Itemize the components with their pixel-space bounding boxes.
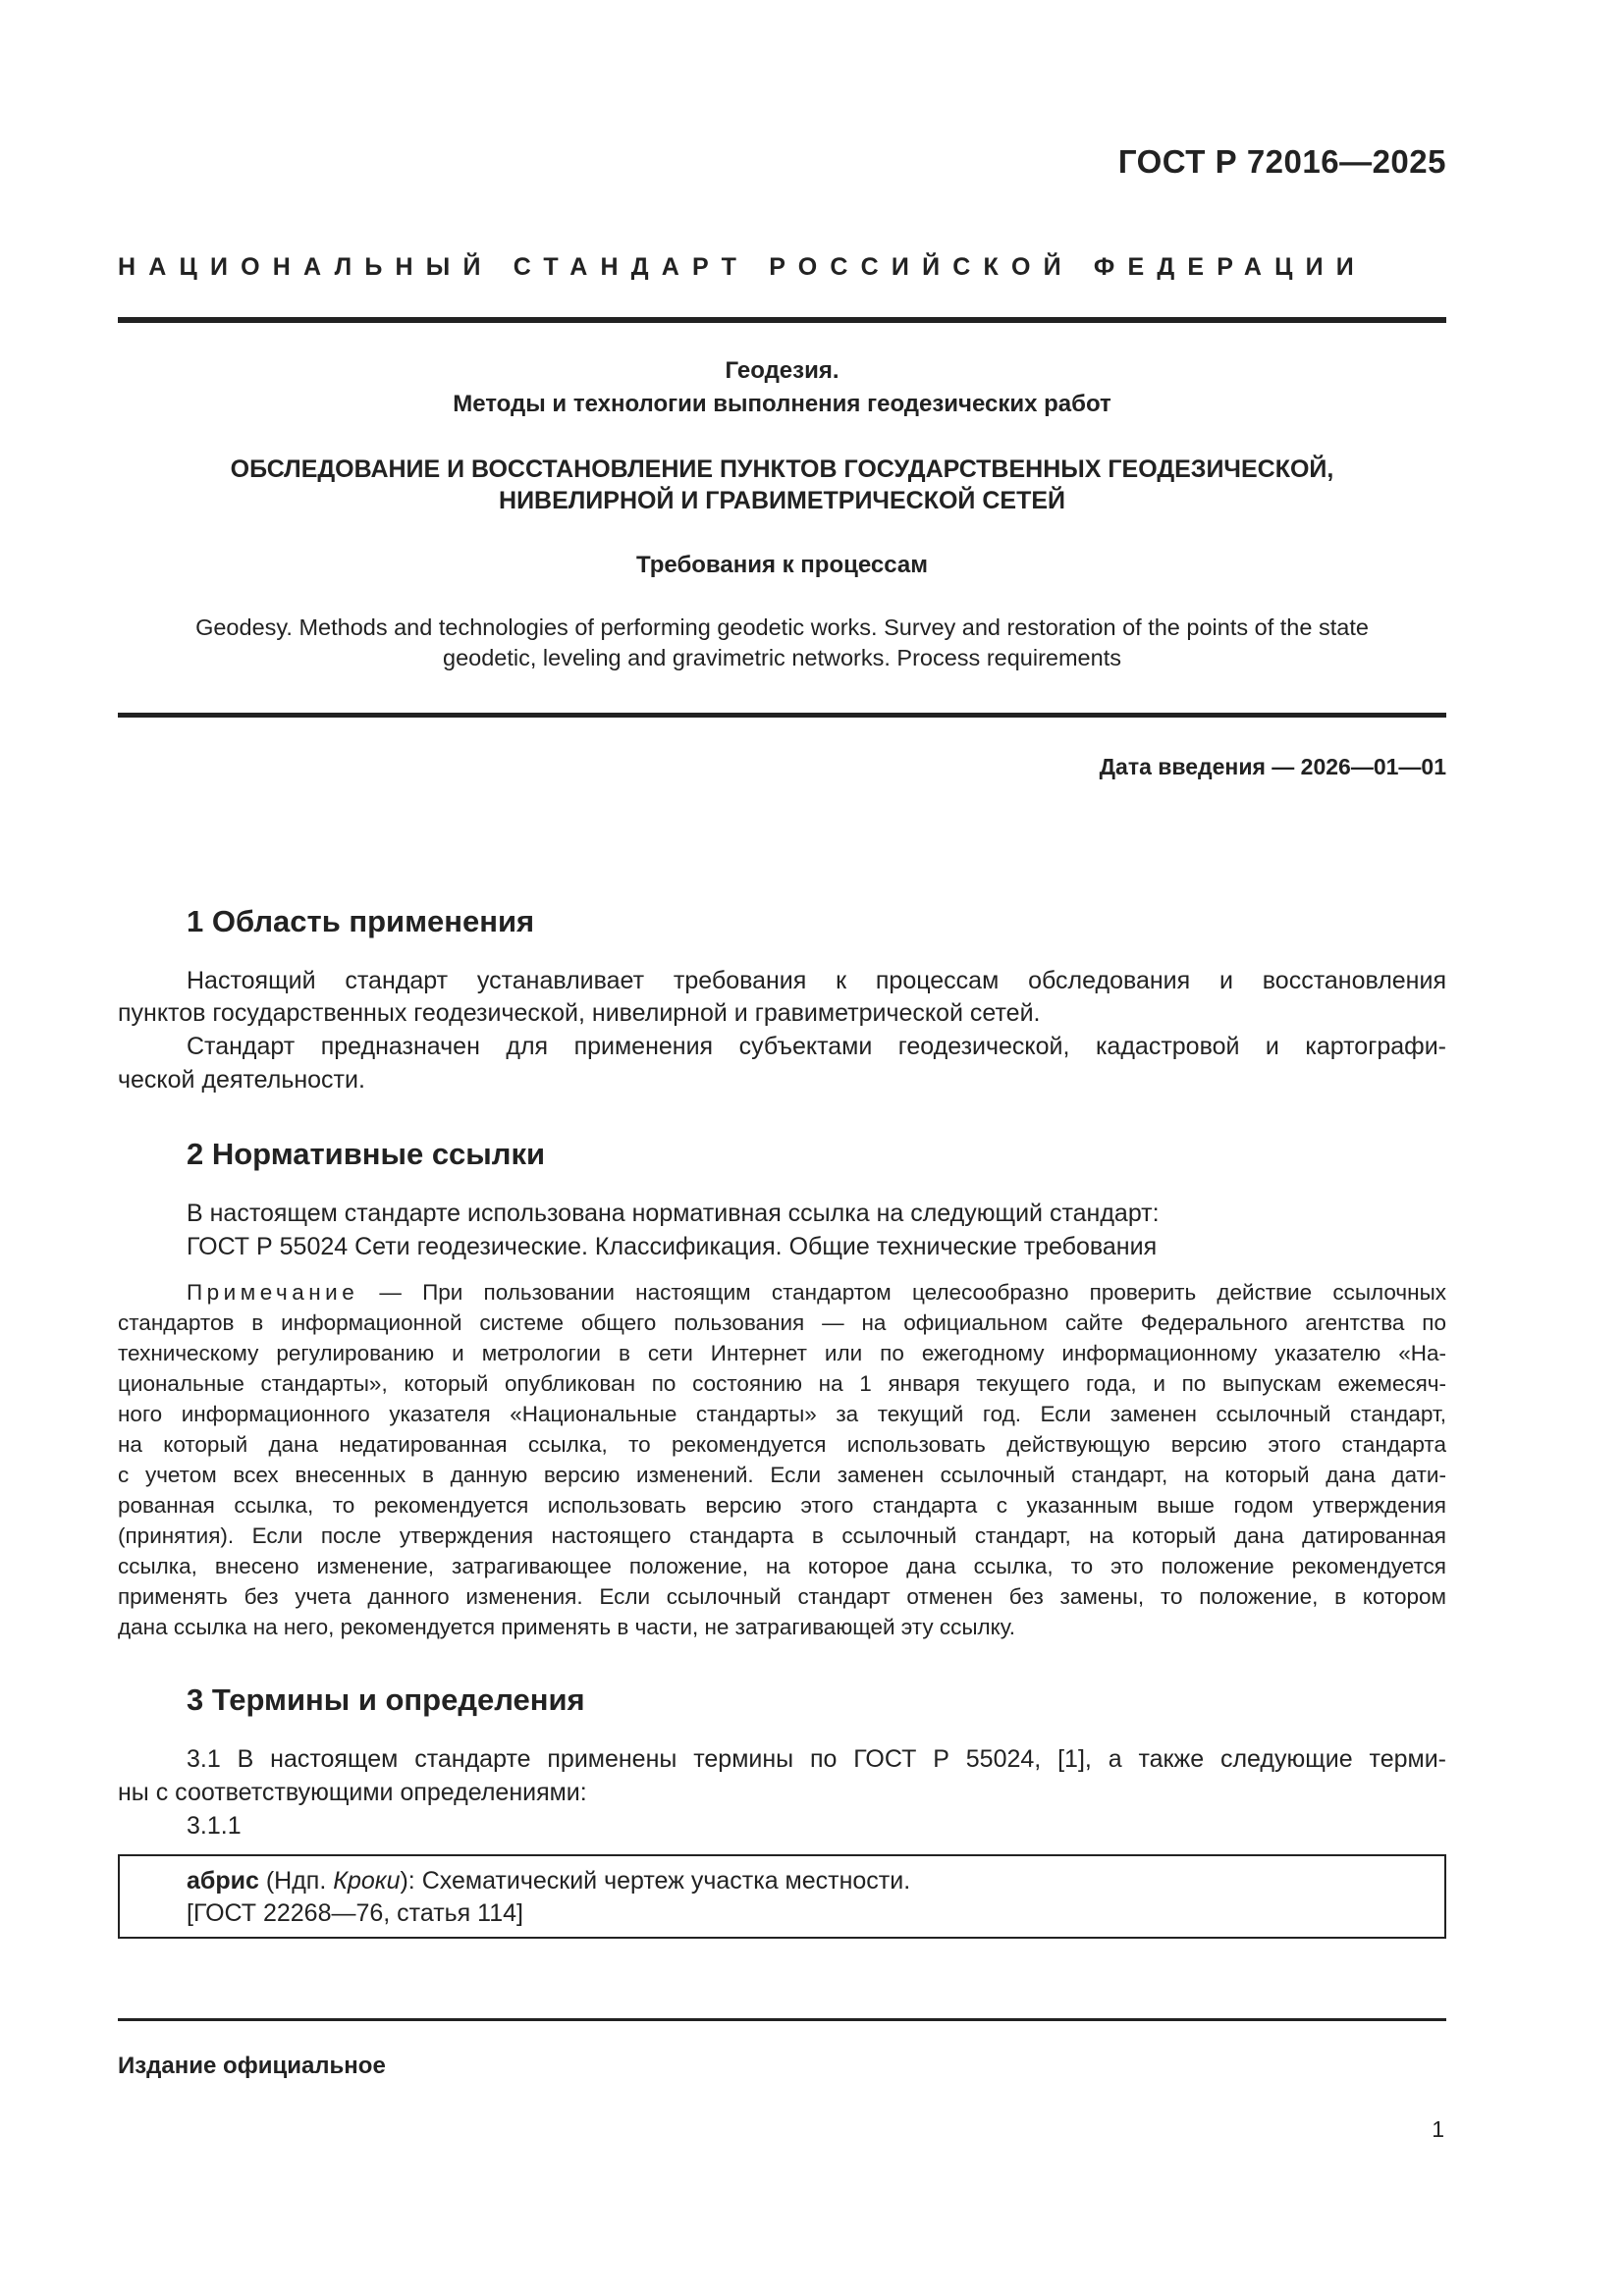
note-line: ссылка, внесено изменение, затрагивающее положение, на которое дана ссылка, то это положение рекомендуется <box>118 1554 1446 1578</box>
section-3-line: ны с соответствующими определениями: <box>118 1779 587 1806</box>
term: абрис <box>187 1867 259 1895</box>
definition-text: Схематический чертеж участка местности. <box>421 1867 911 1895</box>
national-standard-title: НАЦИОНАЛЬНЫЙ СТАНДАРТ РОССИЙСКОЙ ФЕДЕРАЦИИ <box>118 253 1367 281</box>
english-title-line-1: Geodesy. Methods and technologies of performing geodetic works. Survey and restoration of the points of the state <box>195 614 1369 640</box>
section-1-line: пунктов государственных геодезической, нивелирной и гравиметрической сетей. <box>118 999 1041 1027</box>
term-alternative: Кроки <box>333 1867 401 1895</box>
term-source: [ГОСТ 22268—76, статья 114] <box>187 1899 523 1927</box>
title-main-line-2: НИВЕЛИРНОЙ И ГРАВИМЕТРИЧЕСКОЙ СЕТЕЙ <box>499 487 1065 514</box>
section-2-heading: 2 Нормативные ссылки <box>187 1137 546 1171</box>
title-requirements: Требования к процессам <box>636 552 928 578</box>
note-line: с учетом всех внесенных в данную версию изменений. Если заменен ссылочный стандарт, на который дана дати- <box>118 1463 1446 1487</box>
note-line: техническому регулированию и метрологии в сети Интернет или по ежегодному информационному указателю «На- <box>118 1341 1446 1365</box>
top-divider <box>118 317 1446 323</box>
term-item-number: 3.1.1 <box>187 1812 242 1840</box>
note-line: рованная ссылка, то рекомендуется использовать версию этого стандарта с указанным выше годом утверждения <box>118 1493 1446 1518</box>
official-edition-label: Издание официальное <box>118 2053 386 2079</box>
page-number: 1 <box>1432 2116 1444 2142</box>
note-line: дана ссылка на него, рекомендуется применять в части, не затрагивающей эту ссылку. <box>118 1615 1015 1639</box>
introduction-date: Дата введения — 2026—01—01 <box>1099 754 1446 779</box>
section-1-line: Настоящий стандарт устанавливает требования к процессам обследования и восстановления <box>187 967 1446 994</box>
term-definition: абрис (Ндп. Кроки): Схематический чертеж участка местности. <box>187 1867 911 1895</box>
title-main-line-1: ОБСЛЕДОВАНИЕ И ВОССТАНОВЛЕНИЕ ПУНКТОВ ГОСУДАРСТВЕННЫХ ГЕОДЕЗИЧЕСКОЙ, <box>230 455 1334 483</box>
section-3-line: 3.1 В настоящем стандарте применены термины по ГОСТ Р 55024, [1], а также следующие терми- <box>187 1745 1446 1773</box>
note-first-line: Примечание — При пользовании настоящим стандартом целесообразно проверить действие ссылочных <box>187 1280 1446 1305</box>
note-line: циональные стандарты», который опубликован по состоянию на 1 января текущего года, и по выпускам ежемесяч- <box>118 1371 1446 1396</box>
note-line: применять без учета данного изменения. Если ссылочный стандарт отменен без замены, то положение, в котором <box>118 1584 1446 1609</box>
title-geodesy: Геодезия. <box>725 357 839 384</box>
reference-gost-55024: ГОСТ Р 55024 Сети геодезические. Классификация. Общие технические требования <box>187 1233 1158 1260</box>
english-title-line-2: geodetic, leveling and gravimetric networks. Process requirements <box>443 645 1121 670</box>
section-3-heading: 3 Термины и определения <box>187 1682 585 1717</box>
title-divider <box>118 713 1446 718</box>
section-1-line: ческой деятельности. <box>118 1066 365 1094</box>
section-1-line: Стандарт предназначен для применения субъектами геодезической, кадастровой и картографи- <box>187 1033 1446 1060</box>
document-number: ГОСТ Р 72016—2025 <box>1117 143 1446 180</box>
note-line: (принятия). Если после утверждения настоящего стандарта в ссылочный стандарт, на который дана датированная <box>118 1523 1446 1548</box>
note-line: на который дана недатированная ссылка, то рекомендуется использовать действующую версию этого стандарта <box>118 1432 1446 1457</box>
note-line: стандартов в информационной системе общего пользования — на официальном сайте Федерального агентства по <box>118 1310 1446 1335</box>
title-methods: Методы и технологии выполнения геодезических работ <box>453 391 1111 417</box>
section-2-line: В настоящем стандарте использована нормативная ссылка на следующий стандарт: <box>187 1200 1160 1227</box>
note-label: Примечание <box>187 1280 359 1305</box>
footer-divider <box>118 2018 1446 2021</box>
note-line: ного информационного указателя «Национальные стандарты» за текущий год. Если заменен ссылочный стандарт, <box>118 1402 1446 1426</box>
section-1-heading: 1 Область применения <box>187 904 535 938</box>
